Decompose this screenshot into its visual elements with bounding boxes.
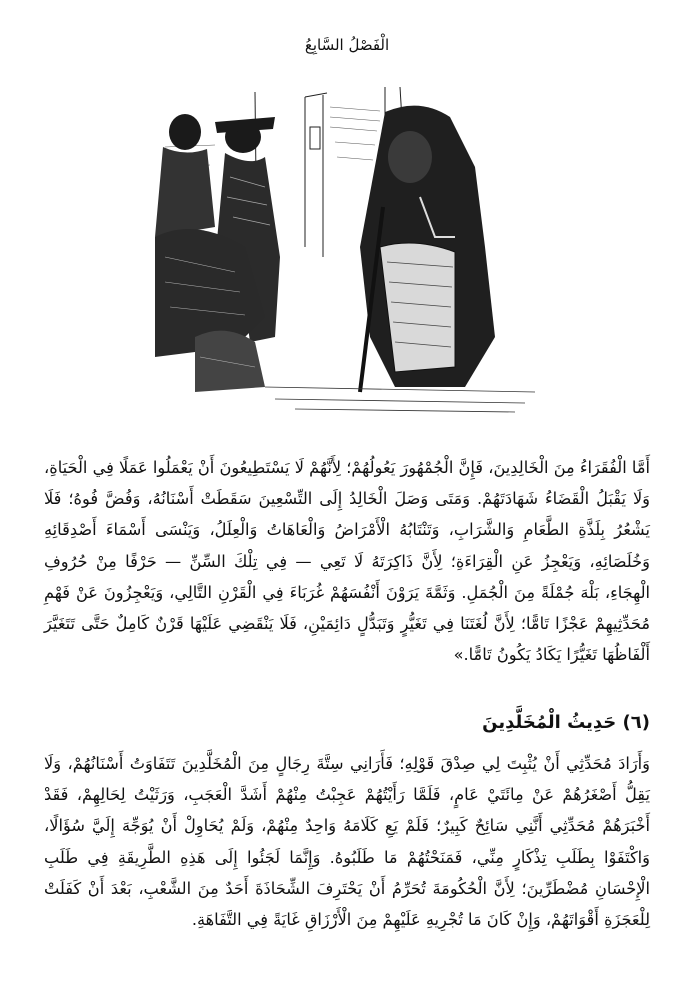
body-paragraph: وَأَرَادَ مُحَدِّثِي أَنْ يُثْبِتَ لِي صِدْقَ قَوْلِهِ؛ فَأَرَانِي سِتَّةَ رِجَالٍ مِنَ الْمُخَلَّدِينَ تَتَفَاوَتُ أَسْنَانُهُمْ، وَلَا يَقِلُّ أَصْغَرُهُمْ عَنْ مِائَتَيْ عَامٍ، فَلَمَّا رَأَيْتُهُمْ عَجِبْتُ مِنْهُمْ أَشَدَّ الْعَجَبِ، وَرَثَيْتُ لِحَالِهِمْ، فَقَدْ أَخْبَرَهُمْ مُحَدِّثِي أَنَّنِي سَائِحٌ كَبِيرٌ؛ فَلَمْ يَعِ كَلَامَهُ وَاحِدٌ مِنْهُمْ، وَلَمْ يُحَاوِلْ أَنْ يُوَجِّهَ إِلَيَّ سُؤَالًا، وَاكْتَفَوْا بِطَلَبِ تِذْكَارٍ مِنِّي، فَمَنَحْتُهُمْ مَا طَلَبُوهُ. وَإِنَّمَا لَجَئُوا إِلَى هَذِهِ الطَّرِيقَةِ فِي طَلَبِ الْإِحْسَانِ مُضْطَرِّينَ؛ لِأَنَّ الْحُكُومَةَ تُحَرِّمُ أَنْ يَحْتَرِفَ الشِّحَاذَةَ أَحَدٌ مِنَ الشَّعْبِ، بَعْدَ أَنْ كَفَلَتْ لِلْعَجَزَةِ أَقْوَاتَهُمْ، وَإِنْ كَانَ مَا تُجْرِيهِ عَلَيْهِمْ مِنَ الْأَرْزَاقِ غَايَةً فِي التَّفَاهَةِ. bbox=[44, 754, 650, 930]
chapter-title: الْفَصْلُ السَّابِعُ bbox=[304, 36, 390, 54]
engraving-illustration bbox=[155, 87, 535, 417]
body-paragraph: أَمَّا الْفُقَرَاءُ مِنَ الْخَالِدِينَ، فَإِنَّ الْجُمْهُورَ يَعُولُهُمْ؛ لِأَنَّهُمْ لَا يَسْتَطِيعُونَ أَنْ يَعْمَلُوا عَمَلًا فِي الْحَيَاةِ، وَلَا يَقْبَلُ الْقَضَاءُ شَهَادَتَهُمْ. وَمَتَى وَصَلَ الْخَالِدُ إِلَى التِّسْعِينَ سَقَطَتْ أَسْنَانُهُ، وَفُضَّ فُوهُ؛ فَلَا يَشْعُرُ بِلَذَّةِ الطَّعَامِ وَالشَّرَابِ، وَتَنْتَابُهُ الْأَمْرَاضُ وَالْعَاهَاتُ وَالْعِلَلُ، وَيَنْسَى أَسْمَاءَ أَصْدِقَائِهِ وَخُلَصَائِهِ، وَيَعْجِزُ عَنِ الْقِرَاءَةِ؛ لِأَنَّ ذَاكِرَتَهُ لَا تَعِي — فِي تِلْكَ السِّنِّ — حَرْفًا مِنْ حُرُوفِ الْهِجَاءِ، بَلْهَ جُمْلَةً مِنَ الْجُمَلِ. وَثَمَّةَ يَرَوْنَ أَنْفُسَهُمْ غُرَبَاءَ فِي الْقَرْنِ التَّالِي، وَيَعْجِزُونَ عَنْ فَهْمِ مُحَدِّثِيهِمْ عَجْزًا تَامًّا؛ لِأَنَّ لُغَتَنَا فِي تَغَيُّرٍ وَتَبَدُّلٍ دَائِمَيْنِ، فَلَا يَنْقَضِي عَلَيْهَا قَرْنٌ كَامِلٌ حَتَّى تَتَغَيَّرَ أَلْفَاظُهَا تَغَيُّرًا يَكَادُ يَكُونُ تَامًّا.» bbox=[44, 458, 650, 665]
section-heading: (٦) حَدِيثُ الْمُخَلَّدِينَ bbox=[482, 712, 650, 733]
illustration-drawing bbox=[155, 87, 535, 417]
